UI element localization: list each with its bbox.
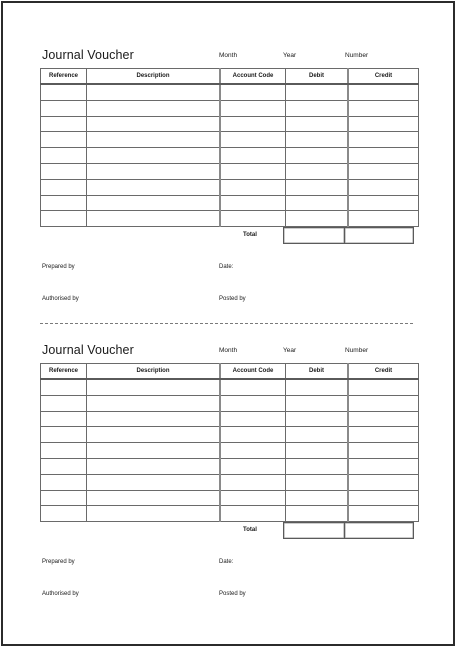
total-debit-box[interactable] <box>283 522 345 539</box>
number-label: Number <box>345 347 369 354</box>
debit-cell[interactable] <box>286 148 349 164</box>
credit-cell[interactable] <box>348 379 419 395</box>
description-cell[interactable] <box>87 163 221 179</box>
table-row <box>41 427 419 443</box>
debit-cell[interactable] <box>286 132 349 148</box>
credit-cell[interactable] <box>348 411 419 427</box>
debit-cell[interactable] <box>286 84 349 100</box>
description-cell[interactable] <box>87 458 221 474</box>
credit-cell[interactable] <box>348 148 419 164</box>
debit-cell[interactable] <box>286 474 349 490</box>
cut-line-divider <box>40 323 413 324</box>
account-code-cell[interactable] <box>220 84 286 100</box>
credit-cell[interactable] <box>348 132 419 148</box>
account-code-cell[interactable] <box>220 163 286 179</box>
column-header-debit: Debit <box>286 69 349 85</box>
debit-cell[interactable] <box>286 179 349 195</box>
table-row <box>41 395 419 411</box>
reference-cell[interactable] <box>41 84 87 100</box>
number-label: Number <box>345 52 369 59</box>
total-credit-box[interactable] <box>344 522 414 539</box>
table-header-row <box>41 364 419 380</box>
voucher-title: Journal Voucher <box>42 343 134 357</box>
reference-cell[interactable] <box>41 195 87 211</box>
year-label: Year <box>283 52 297 59</box>
reference-cell[interactable] <box>41 411 87 427</box>
prepared-by-label: Prepared by <box>42 264 75 270</box>
debit-cell[interactable] <box>286 116 349 132</box>
account-code-cell[interactable] <box>220 148 286 164</box>
reference-cell[interactable] <box>41 427 87 443</box>
reference-cell[interactable] <box>41 163 87 179</box>
account-code-cell[interactable] <box>220 195 286 211</box>
table-row <box>41 195 419 211</box>
description-cell[interactable] <box>87 195 221 211</box>
credit-cell[interactable] <box>348 116 419 132</box>
column-header-description: Description <box>87 69 221 85</box>
date-label: Date: <box>219 559 234 565</box>
reference-cell[interactable] <box>41 116 87 132</box>
debit-cell[interactable] <box>286 427 349 443</box>
credit-cell[interactable] <box>348 163 419 179</box>
debit-cell[interactable] <box>286 163 349 179</box>
table-row <box>41 458 419 474</box>
column-header-reference: Reference <box>41 69 87 85</box>
description-cell[interactable] <box>87 379 221 395</box>
debit-cell[interactable] <box>286 458 349 474</box>
description-cell[interactable] <box>87 100 221 116</box>
description-cell[interactable] <box>87 148 221 164</box>
table-row <box>41 211 419 227</box>
description-cell[interactable] <box>87 490 221 506</box>
description-cell[interactable] <box>87 474 221 490</box>
credit-cell[interactable] <box>348 84 419 100</box>
month-label: Month <box>219 52 238 59</box>
account-code-cell[interactable] <box>220 490 286 506</box>
debit-cell[interactable] <box>286 490 349 506</box>
description-cell[interactable] <box>87 443 221 459</box>
credit-cell[interactable] <box>348 395 419 411</box>
voucher-header <box>40 343 413 363</box>
account-code-cell[interactable] <box>220 411 286 427</box>
account-code-cell[interactable] <box>220 211 286 227</box>
credit-cell[interactable] <box>348 427 419 443</box>
column-header-account-code: Account Code <box>220 69 286 85</box>
account-code-cell[interactable] <box>220 395 286 411</box>
table-row <box>41 379 419 395</box>
account-code-cell[interactable] <box>220 179 286 195</box>
description-cell[interactable] <box>87 411 221 427</box>
account-code-cell[interactable] <box>220 443 286 459</box>
debit-cell[interactable] <box>286 211 349 227</box>
table-row <box>41 474 419 490</box>
column-header-description: Description <box>87 364 221 380</box>
table-row <box>41 411 419 427</box>
account-code-cell[interactable] <box>220 116 286 132</box>
table-row <box>41 490 419 506</box>
authorised-by-label: Authorised by <box>42 591 79 597</box>
table-row <box>41 443 419 459</box>
credit-cell[interactable] <box>348 490 419 506</box>
description-cell[interactable] <box>87 395 221 411</box>
date-label: Date: <box>219 264 234 270</box>
voucher-table <box>40 363 419 522</box>
total-credit-box[interactable] <box>344 227 414 244</box>
posted-by-label: Posted by <box>219 296 246 302</box>
column-header-credit: Credit <box>348 364 419 380</box>
credit-cell[interactable] <box>348 211 419 227</box>
total-row <box>40 227 413 244</box>
table-row <box>41 132 419 148</box>
description-cell[interactable] <box>87 179 221 195</box>
account-code-cell[interactable] <box>220 427 286 443</box>
month-label: Month <box>219 347 238 354</box>
credit-cell[interactable] <box>348 100 419 116</box>
table-row <box>41 148 419 164</box>
reference-cell[interactable] <box>41 379 87 395</box>
reference-cell[interactable] <box>41 211 87 227</box>
debit-cell[interactable] <box>286 395 349 411</box>
table-row <box>41 163 419 179</box>
table-row <box>41 100 419 116</box>
account-code-cell[interactable] <box>220 379 286 395</box>
reference-cell[interactable] <box>41 490 87 506</box>
column-header-debit: Debit <box>286 364 349 380</box>
reference-cell[interactable] <box>41 132 87 148</box>
account-code-cell[interactable] <box>220 474 286 490</box>
credit-cell[interactable] <box>348 458 419 474</box>
account-code-cell[interactable] <box>220 506 286 522</box>
authorised-by-label: Authorised by <box>42 296 79 302</box>
table-row <box>41 116 419 132</box>
column-header-credit: Credit <box>348 69 419 85</box>
total-label: Total <box>243 527 257 533</box>
account-code-cell[interactable] <box>220 132 286 148</box>
credit-cell[interactable] <box>348 474 419 490</box>
description-cell[interactable] <box>87 132 221 148</box>
table-row <box>41 84 419 100</box>
reference-cell[interactable] <box>41 474 87 490</box>
table-row <box>41 506 419 522</box>
table-row <box>41 179 419 195</box>
voucher-table <box>40 68 419 227</box>
credit-cell[interactable] <box>348 506 419 522</box>
debit-cell[interactable] <box>286 379 349 395</box>
account-code-cell[interactable] <box>220 100 286 116</box>
debit-cell[interactable] <box>286 411 349 427</box>
reference-cell[interactable] <box>41 395 87 411</box>
credit-cell[interactable] <box>348 195 419 211</box>
account-code-cell[interactable] <box>220 458 286 474</box>
journal-voucher-2 <box>40 343 413 597</box>
description-cell[interactable] <box>87 427 221 443</box>
journal-voucher-1 <box>40 48 413 302</box>
description-cell[interactable] <box>87 506 221 522</box>
credit-cell[interactable] <box>348 443 419 459</box>
description-cell[interactable] <box>87 116 221 132</box>
total-row <box>40 522 413 539</box>
reference-cell[interactable] <box>41 148 87 164</box>
reference-cell[interactable] <box>41 443 87 459</box>
reference-cell[interactable] <box>41 458 87 474</box>
reference-cell[interactable] <box>41 179 87 195</box>
column-header-account-code: Account Code <box>220 364 286 380</box>
voucher-header <box>40 48 413 68</box>
total-debit-box[interactable] <box>283 227 345 244</box>
description-cell[interactable] <box>87 211 221 227</box>
reference-cell[interactable] <box>41 506 87 522</box>
prepared-by-label: Prepared by <box>42 559 75 565</box>
credit-cell[interactable] <box>348 179 419 195</box>
table-body <box>41 84 419 227</box>
debit-cell[interactable] <box>286 195 349 211</box>
column-header-reference: Reference <box>41 364 87 380</box>
table-header-row <box>41 69 419 85</box>
total-label: Total <box>243 232 257 238</box>
posted-by-label: Posted by <box>219 591 246 597</box>
year-label: Year <box>283 347 297 354</box>
voucher-title: Journal Voucher <box>42 48 134 62</box>
reference-cell[interactable] <box>41 100 87 116</box>
description-cell[interactable] <box>87 84 221 100</box>
debit-cell[interactable] <box>286 443 349 459</box>
table-body <box>41 379 419 522</box>
debit-cell[interactable] <box>286 100 349 116</box>
debit-cell[interactable] <box>286 506 349 522</box>
